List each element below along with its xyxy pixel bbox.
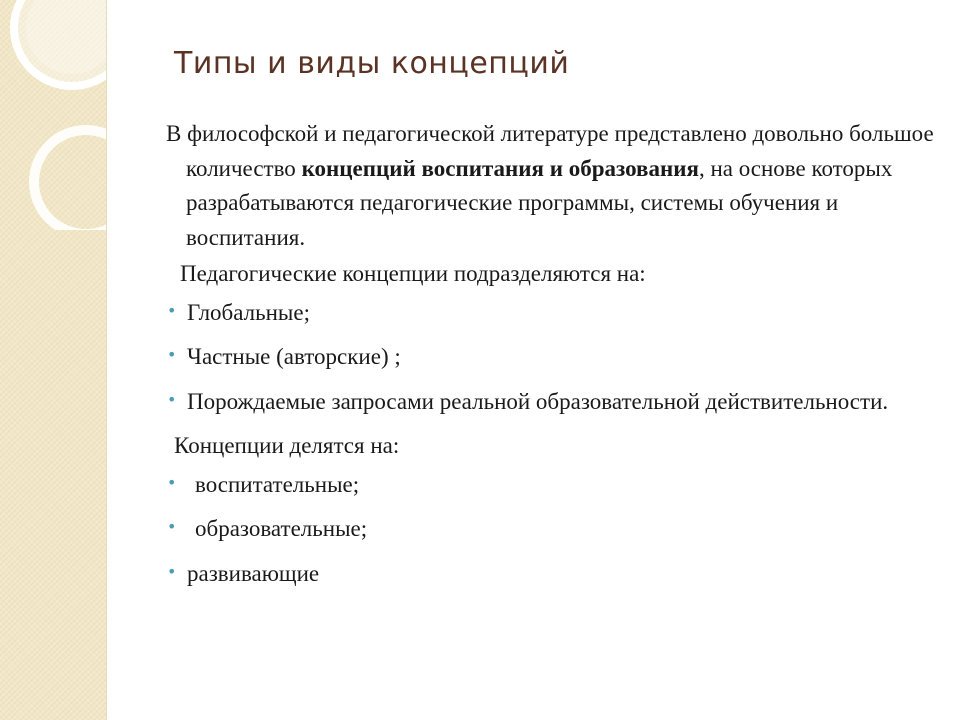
list-item <box>166 468 936 503</box>
list-item <box>166 296 936 331</box>
list-item-text: Глобальные; <box>187 299 310 325</box>
lead-text-2: Концепции делятся на: <box>174 433 400 458</box>
intro-bold-text: концепций воспитания и образования <box>301 155 699 181</box>
lead-text-1: Педагогические концепции подразделяются на: <box>180 261 646 286</box>
list-item-text: развивающие <box>187 560 320 586</box>
intro-text-1: В философской и педагогической литературе представлено довольно большое количество <box>166 121 934 181</box>
bullet-dot-icon: • <box>167 345 177 364</box>
list-item-text: Порождаемые запросами реальной образовательной действительности. <box>187 388 889 414</box>
list-item <box>166 512 936 547</box>
bullet-dot-icon: • <box>167 517 177 536</box>
bullet-dot-icon: • <box>167 561 177 581</box>
intro-paragraph <box>166 117 936 255</box>
intro-text-2: , на основе которых разрабатываются педагогические программы, системы обучения и воспитания. <box>186 155 893 250</box>
bullet-dot-icon: • <box>167 472 177 492</box>
slide-content <box>166 117 936 601</box>
list-item-text: воспитательные; <box>195 471 360 497</box>
list-item <box>166 340 936 375</box>
list-item <box>166 385 936 420</box>
list-item <box>166 557 936 592</box>
bullet-dot-icon: • <box>167 389 177 409</box>
decorative-circles-icon <box>0 0 106 230</box>
list-item-text: образовательные; <box>195 516 368 541</box>
list-item-text: Частные (авторские) ; <box>187 344 401 369</box>
page-title: Типы и виды концепций <box>174 46 570 81</box>
bullet-dot-icon: • <box>167 300 177 320</box>
